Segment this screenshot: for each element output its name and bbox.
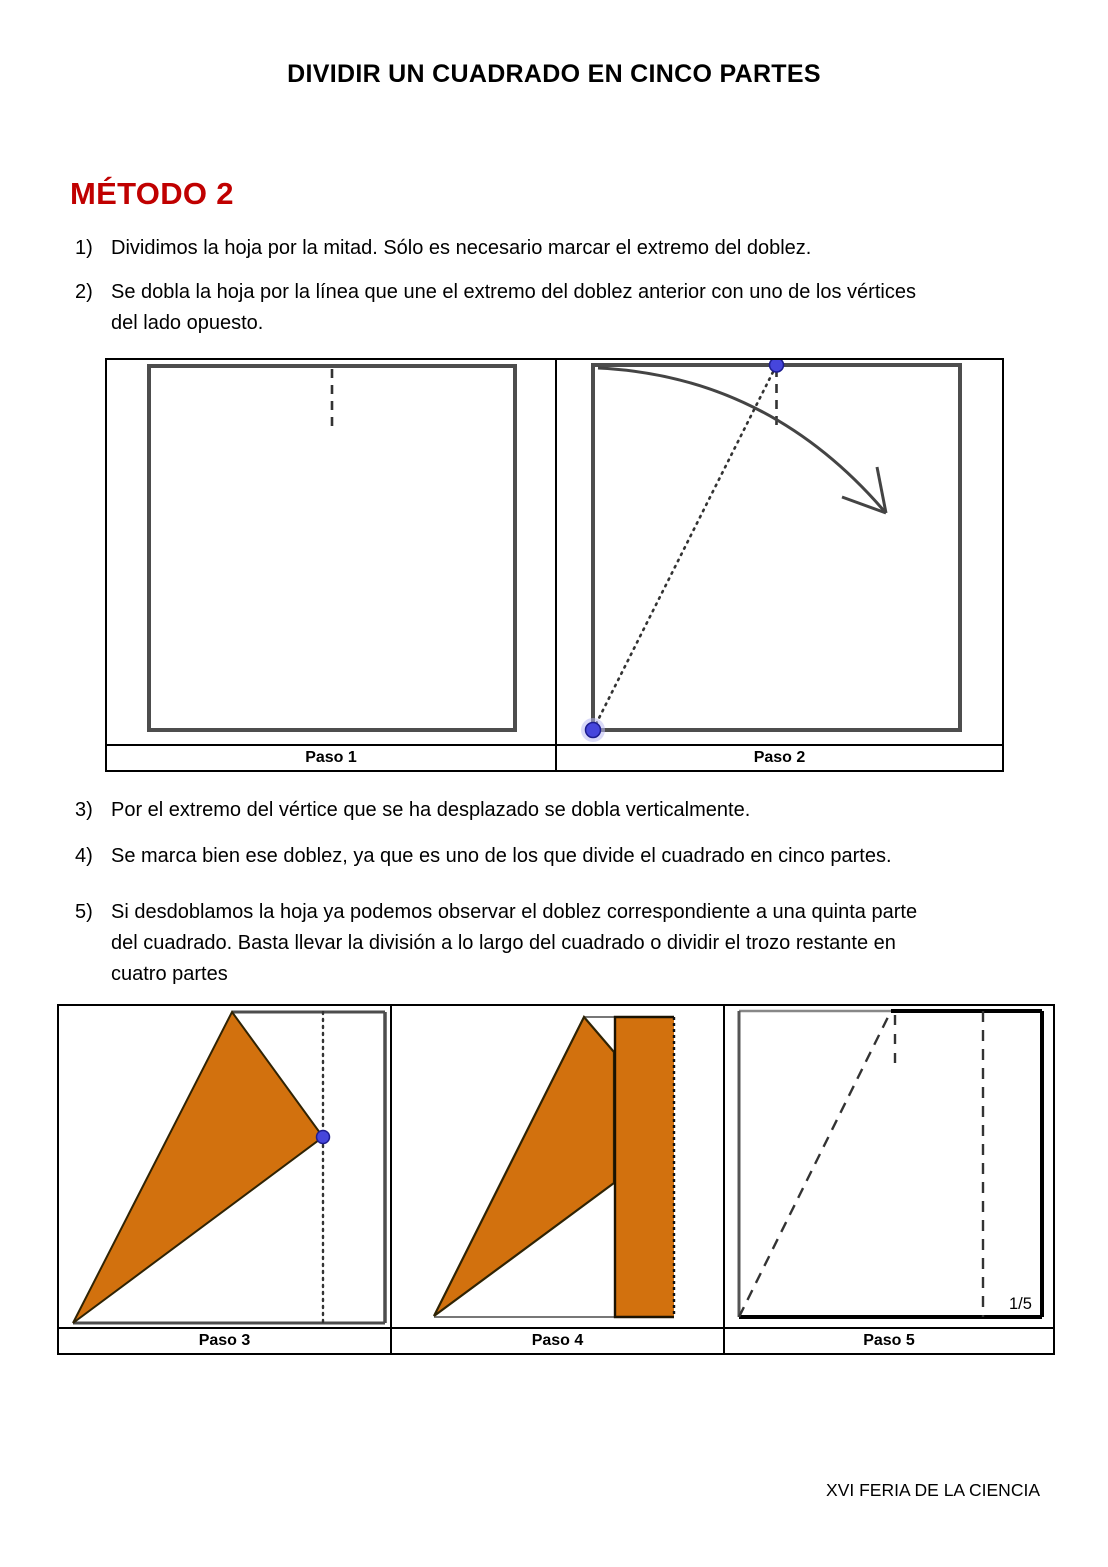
- step-item-3: [75, 795, 1071, 826]
- step-item-4: [75, 841, 1071, 872]
- step-number: 5): [75, 901, 93, 923]
- step-text: [111, 277, 1071, 339]
- step-item-1: [75, 233, 1071, 264]
- figure-paso-2: [557, 360, 1002, 744]
- step-text: [111, 795, 1071, 826]
- caption-paso-1: Paso 1: [107, 746, 557, 770]
- caption-paso-3: Paso 3: [59, 1329, 392, 1353]
- figure-row: [107, 360, 1002, 744]
- figure-paso-3: [59, 1006, 392, 1327]
- step-number: 4): [75, 845, 93, 867]
- paso2-drawing: [557, 360, 1002, 744]
- step-number: 3): [75, 799, 93, 821]
- step-text-line: Si desdoblamos la hoja ya podemos observar el doblez correspondiente a una quinta parte: [111, 901, 918, 923]
- step-number: 1): [75, 237, 93, 259]
- paso5-drawing: [725, 1006, 1053, 1327]
- paso3-folded-triangle: [73, 1012, 323, 1323]
- step-text-line: Se dobla la hoja por la línea que une el extremo del doblez anterior con uno de los vértices: [111, 281, 916, 303]
- step-item-5: [75, 897, 1071, 990]
- caption-paso-2: Paso 2: [753, 749, 806, 766]
- top-midpoint-dot[interactable]: [770, 360, 784, 372]
- bottom-left-corner-dot[interactable]: [586, 723, 601, 738]
- figure-paso-1: [107, 360, 557, 744]
- caption-paso-4: Paso 4: [392, 1329, 725, 1353]
- step-text-line: del cuadrado. Basta llevar la división a lo largo del cuadrado o dividir el trozo restante en: [111, 932, 896, 954]
- step-text-line: Dividimos la hoja por la mitad. Sólo es necesario marcar el extremo del doblez.: [111, 237, 812, 259]
- caption-paso-5: Paso 5: [863, 1332, 915, 1349]
- figure-paso-4: [392, 1006, 725, 1327]
- figure-row: [59, 1006, 1053, 1327]
- step-text-line: Se marca bien ese doblez, ya que es uno de los que divide el cuadrado en cinco partes.: [111, 845, 892, 867]
- step-item-2: [75, 277, 1071, 339]
- step-text-line: cuatro partes: [111, 963, 228, 985]
- fold-vertex-dot[interactable]: [317, 1131, 330, 1144]
- paso3-drawing: [59, 1006, 390, 1327]
- paso4-folded-flap: [434, 1017, 614, 1316]
- step-number: 2): [75, 281, 93, 303]
- method-heading: MÉTODO 2: [70, 176, 234, 211]
- step-text-line: Por el extremo del vértice que se ha desplazado se dobla verticalmente.: [111, 799, 751, 821]
- paso4-drawing: [392, 1006, 723, 1327]
- caption-row: [107, 744, 1002, 770]
- figure-paso-5: [725, 1006, 1053, 1327]
- paso5-diagonal-crease-dashed: [739, 1011, 891, 1317]
- figure-table-paso-1-2: [105, 358, 1004, 772]
- paso4-fifth-strip: [615, 1017, 674, 1317]
- step-text: [111, 841, 1071, 872]
- footer-text: XVI FERIA DE LA CIENCIA: [826, 1480, 1040, 1500]
- fifth-fraction-label: 1/5: [1009, 1295, 1032, 1313]
- page-title: DIVIDIR UN CUADRADO EN CINCO PARTES: [287, 60, 821, 88]
- paso1-drawing: [107, 360, 555, 744]
- step-text: [111, 897, 1071, 990]
- step-text: [111, 233, 1071, 264]
- caption-row: [59, 1327, 1053, 1353]
- figure-table-paso-3-4-5: [57, 1004, 1055, 1355]
- step-text-line: del lado opuesto.: [111, 312, 264, 334]
